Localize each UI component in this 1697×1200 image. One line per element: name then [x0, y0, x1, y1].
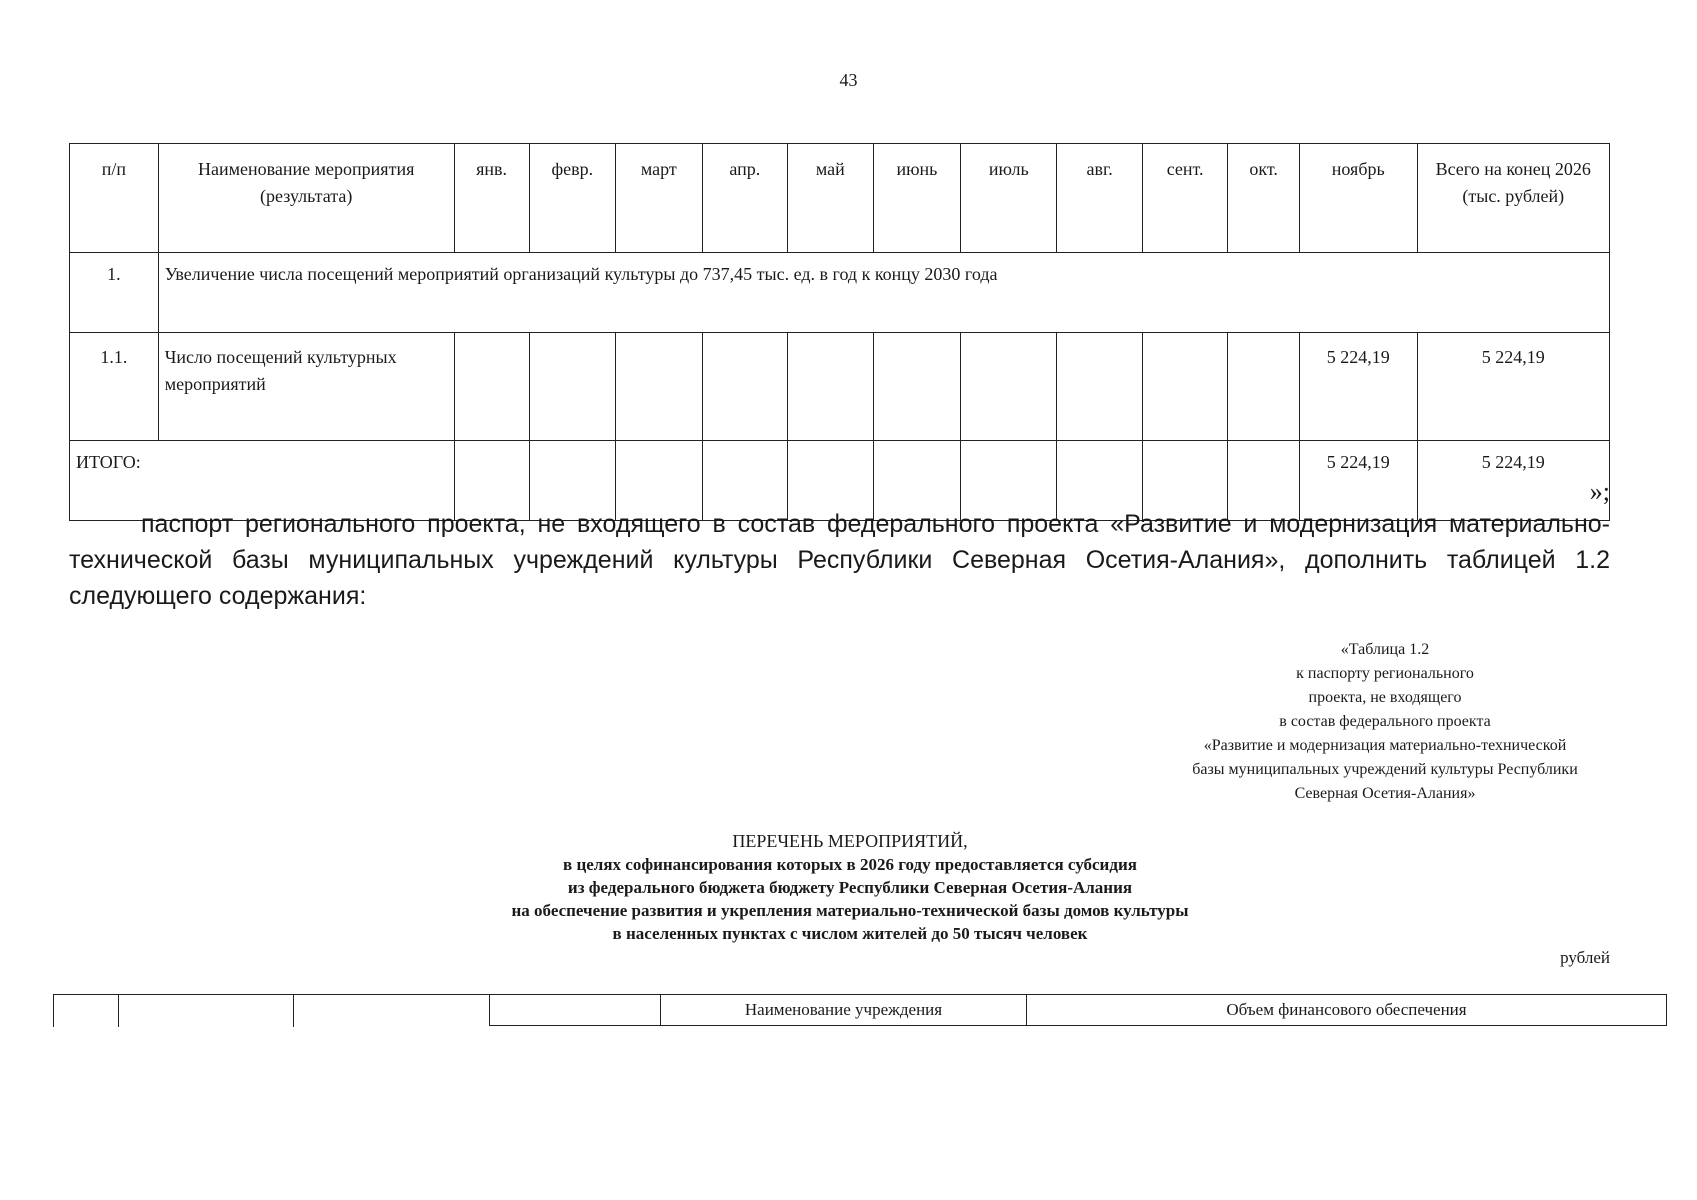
item-month-cell	[788, 333, 873, 441]
item-november-value: 5 224,19	[1299, 333, 1417, 441]
list-heading-line: в населенных пунктах с числом жителей до 50 тысяч человек	[612, 924, 1088, 943]
body-paragraph: паспорт регионального проекта, не входящего в состав федерального проекта «Развитие и модернизация материально-технической базы муниципальных учреждений культуры Республики Северная Осетия-Алания», дополнить таблицей 1.2 следующего содержания:	[69, 510, 1610, 610]
header-cell-jul: июль	[961, 144, 1057, 253]
caption-line: к паспорту регионального	[1296, 665, 1474, 682]
table-2-left-columns	[53, 994, 490, 1027]
header-cell-sep: сент.	[1142, 144, 1227, 253]
item-month-cell	[1142, 333, 1227, 441]
table-row-goal	[70, 253, 1610, 333]
page-number: 43	[839, 70, 858, 90]
header-cell-oct: окт.	[1228, 144, 1300, 253]
header-cell-total: Всего на конец 2026 (тыс. рублей)	[1417, 144, 1610, 253]
item-total-value: 5 224,19	[1417, 333, 1610, 441]
header-cell-may: май	[788, 144, 873, 253]
total-label-cell: ИТОГО:	[70, 441, 455, 521]
closing-quote: »;	[1589, 477, 1610, 506]
total-sum-value: 5 224,19	[1417, 441, 1610, 521]
header-cell-apr: апр.	[702, 144, 787, 253]
caption-line: проекта, не входящего	[1308, 689, 1462, 706]
header-cell-jan: янв.	[454, 144, 529, 253]
list-heading-line: в целях софинансирования которых в 2026 году предоставляется субсидия	[563, 855, 1137, 874]
table-row-item	[70, 333, 1610, 441]
table-header-row	[70, 144, 1610, 253]
item-month-cell	[1057, 333, 1142, 441]
header-cell-empty	[490, 995, 661, 1026]
header-cell-aug: авг.	[1057, 144, 1142, 253]
list-heading-line: из федерального бюджета бюджету Республики Северная Осетия-Алания	[567, 878, 1133, 897]
currency-unit: рублей	[1560, 948, 1610, 967]
item-month-cell	[1228, 333, 1300, 441]
item-month-cell	[702, 333, 787, 441]
header-cell-number: п/п	[70, 144, 159, 253]
item-month-cell	[454, 333, 529, 441]
caption-line: базы муниципальных учреждений культуры Республики	[1192, 761, 1578, 778]
item-month-cell	[961, 333, 1057, 441]
header-cell-feb: февр.	[529, 144, 616, 253]
header-cell-event-name: Наименование мероприятия (результата)	[158, 144, 454, 253]
item-month-cell	[529, 333, 616, 441]
goal-text-cell: Увеличение числа посещений мероприятий организаций культуры до 737,45 тыс. ед. в год к концу 2030 года	[158, 253, 1609, 333]
table-border-line	[53, 994, 54, 1027]
table-header-row	[490, 995, 1667, 1026]
total-november-value: 5 224,19	[1299, 441, 1417, 521]
item-month-cell	[616, 333, 703, 441]
caption-line: «Таблица 1.2	[1340, 641, 1430, 658]
header-cell-nov: ноябрь	[1299, 144, 1417, 253]
list-heading	[280, 830, 1420, 945]
caption-line: в состав федерального проекта	[1279, 713, 1491, 730]
events-table	[69, 143, 1610, 521]
list-heading-title: ПЕРЕЧЕНЬ МЕРОПРИЯТИЙ,	[732, 831, 968, 851]
goal-number-cell: 1.	[70, 253, 159, 333]
list-heading-line: на обеспечение развития и укрепления материально-технической базы домов культуры	[511, 901, 1189, 920]
header-cell-jun: июнь	[873, 144, 961, 253]
header-cell-funding: Объем финансового обеспечения	[1027, 995, 1667, 1026]
table-border-line	[293, 994, 294, 1027]
item-month-cell	[873, 333, 961, 441]
caption-line: «Развитие и модернизация материально-технической	[1203, 737, 1567, 754]
item-number-cell: 1.1.	[70, 333, 159, 441]
caption-line: Северная Осетия-Алания»	[1294, 785, 1476, 802]
table-caption	[1160, 638, 1610, 806]
header-cell-mar: март	[616, 144, 703, 253]
institutions-table	[489, 994, 1667, 1026]
table-border-line	[118, 994, 119, 1027]
item-name-cell: Число посещений культурных мероприятий	[158, 333, 454, 441]
header-cell-institution: Наименование учреждения	[661, 995, 1027, 1026]
